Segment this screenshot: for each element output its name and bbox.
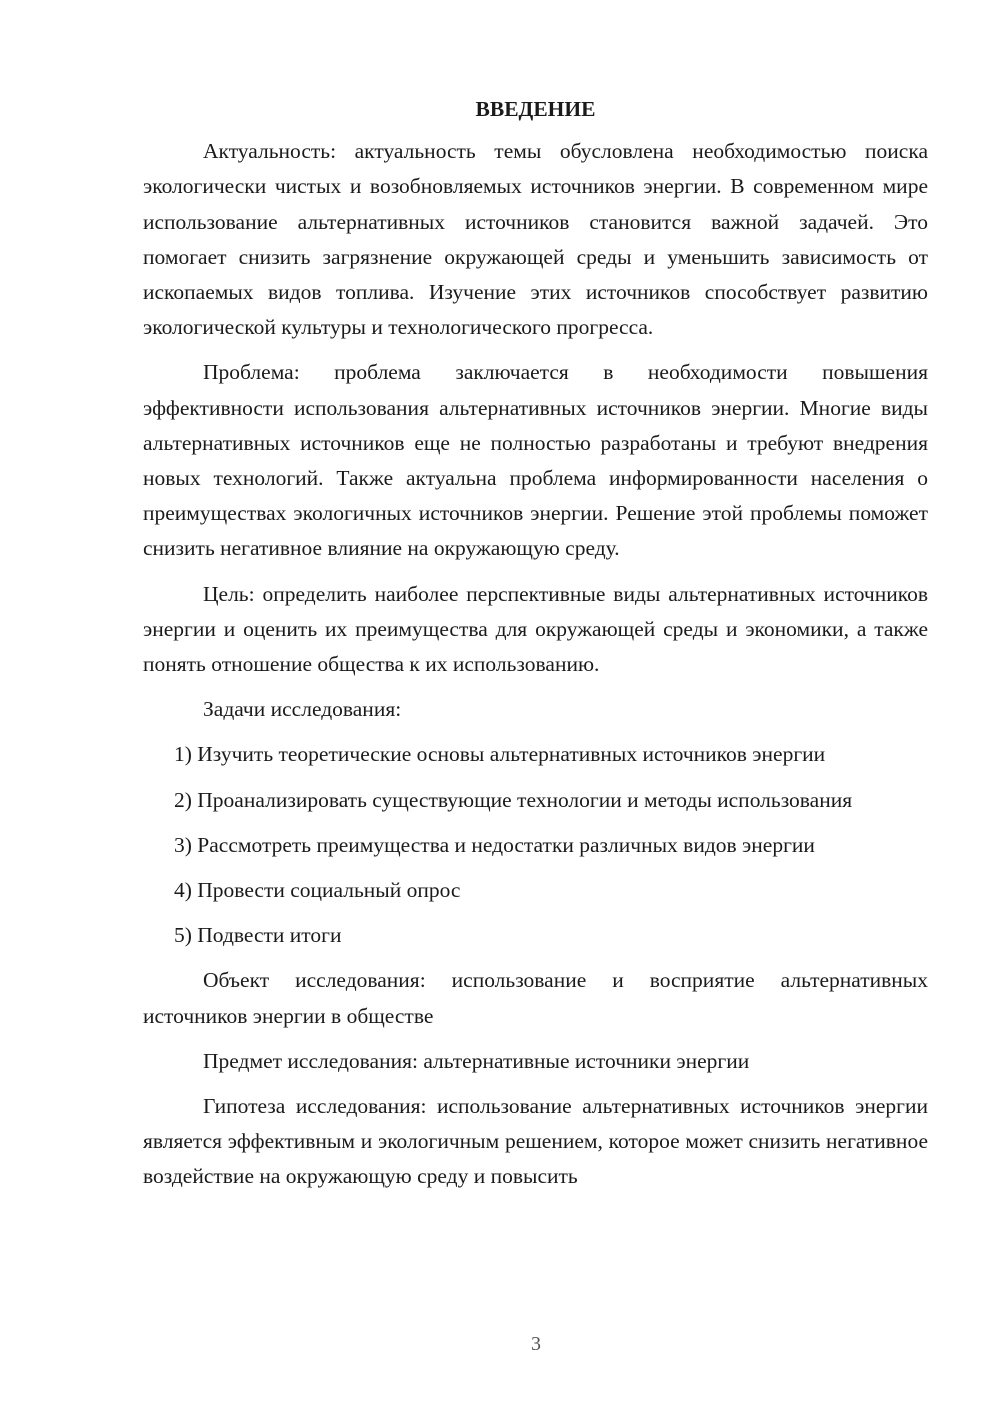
hypothesis-paragraph: Гипотеза исследования: использование альтернативных источников энергии является эффективным и экологичным решением, которое может снизить негативное воздействие на окружающую среду и повысить xyxy=(143,1094,928,1189)
task-item-5: 5) Подвести итоги xyxy=(174,923,342,948)
task-item-4: 4) Провести социальный опрос xyxy=(174,878,461,903)
goal-paragraph: Цель: определить наиболее перспективные виды альтернативных источников энергии и оценить их преимущества для окружающей среды и экономики, а также понять отношение общества к их использованию. xyxy=(143,581,928,677)
tasks-heading: Задачи исследования: xyxy=(203,697,402,722)
problem-paragraph: Проблема: проблема заключается в необходимости повышения эффективности использования альтернативных источников энергии. Многие виды альтернативных источников еще не полностью разработаны и требуют внедрения новых технологий. Также актуальна проблема информированности населения о преимуществах экологичных источников энергии. Решение этой проблемы поможет снизить негативное влияние на окружающую среду. xyxy=(143,360,928,561)
page-number: 3 xyxy=(531,1333,541,1355)
page-title: ВВЕДЕНИЕ xyxy=(475,97,596,121)
object-paragraph: Объект исследования: использование и восприятие альтернативных источников энергии в обществе xyxy=(143,968,928,1028)
subject-paragraph: Предмет исследования: альтернативные источники энергии xyxy=(203,1048,750,1073)
relevance-paragraph: Актуальность: актуальность темы обусловлена необходимостью поиска экологически чистых и возобновляемых источников энергии. В современном мире использование альтернативных источников становится важной задачей. Это помогает снизить загрязнение окружающей среды и уменьшить зависимость от ископаемых видов топлива. Изучение этих источников способствует развитию экологической культуры и технологического прогресса. xyxy=(143,139,928,340)
document-page xyxy=(143,92,928,1205)
task-item-2: 2) Проанализировать существующие технологии и методы использования xyxy=(174,787,853,812)
task-item-3: 3) Рассмотреть преимущества и недостатки различных видов энергии xyxy=(174,832,815,857)
task-item-1: 1) Изучить теоретические основы альтернативных источников энергии xyxy=(174,742,826,767)
